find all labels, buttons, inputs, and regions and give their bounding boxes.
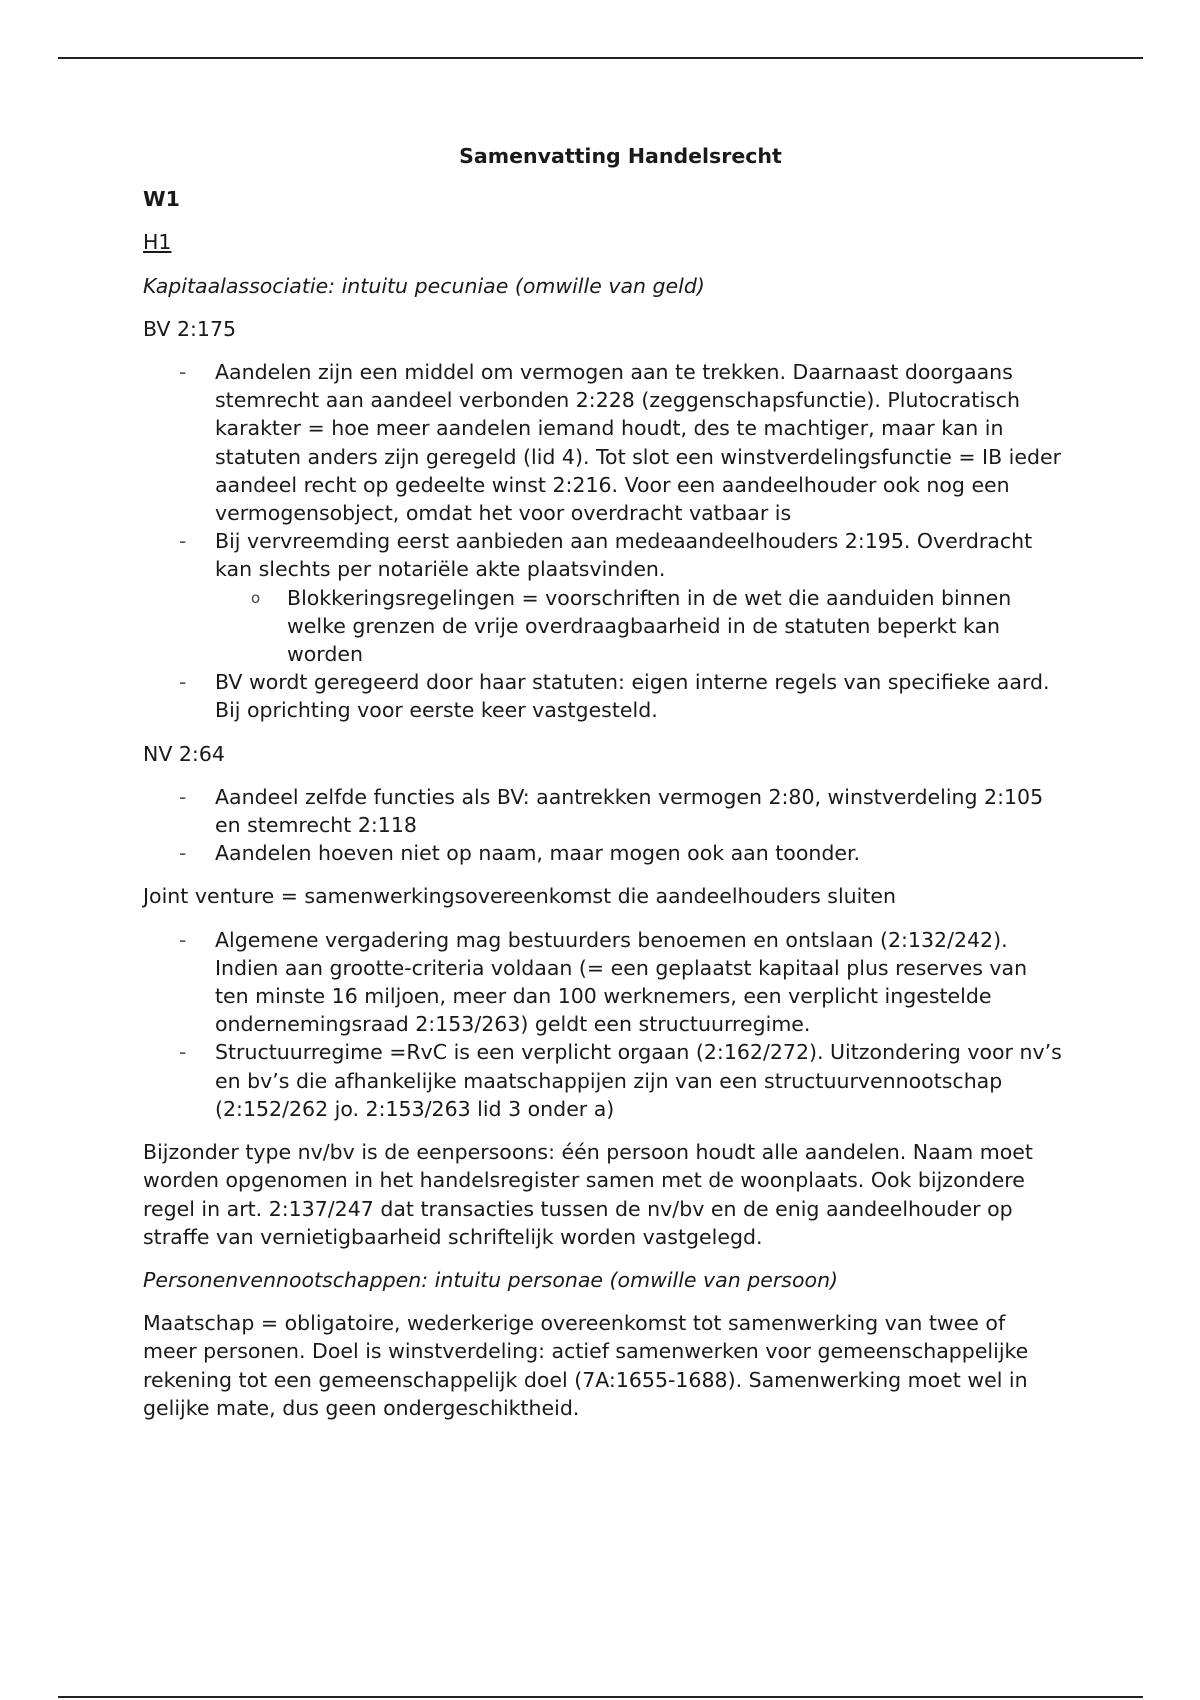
section-heading-kapitaalassociatie: Kapitaalassociatie: intuitu pecuniae (omwille van geld): [143, 273, 705, 298]
footer-rule: [58, 1696, 1143, 1698]
nv-list: [143, 783, 1063, 868]
bv-heading: BV 2:175: [143, 316, 237, 341]
list-item: [179, 527, 1063, 668]
sub-list-item-text: Blokkeringsregelingen = voorschriften in de wet die aanduiden binnen welke grenzen de vrije overdraagbaarheid in de statuten beperkt kan worden: [287, 585, 1012, 667]
joint-venture-list: [143, 926, 1063, 1123]
list-item-text: Bij vervreemding eerst aanbieden aan medeaandeelhouders 2:195. Overdracht kan slechts per notariële akte plaatsvinden.: [215, 529, 1033, 582]
dash-bullet: -: [179, 360, 187, 385]
list-item: [179, 926, 1063, 1039]
list-item: [179, 668, 1063, 724]
list-item-text: Structuurregime =RvC is een verplicht orgaan (2:162/272). Uitzondering voor nv’s en bv’s die afhankelijke maatschappijen zijn van een structuurvennootschap (2:152/262 jo. 2:153/263 lid 3 onder a): [215, 1040, 1062, 1121]
eenpersoons-paragraph: Bijzonder type nv/bv is de eenpersoons: één persoon houdt alle aandelen. Naam moet worden opgenomen in het handelsregister samen met de woonplaats. Ook bijzondere regel in art. 2:137/247 dat transacties tussen de nv/bv en de enig aandeelhouder op straffe van vernietigbaarheid schriftelijk worden vastgelegd.: [143, 1140, 1033, 1249]
week-heading: W1: [143, 187, 180, 212]
list-item-text: Algemene vergadering mag bestuurders benoemen en ontslaan (2:132/242). Indien aan grootte-criteria voldaan (= een geplaatst kapitaal plus reserves van ten minste 16 miljoen, meer dan 100 werknemers, een verplicht ingestelde ondernemingsraad 2:153/263) geldt een structuurregime.: [215, 927, 1028, 1037]
document-body: [143, 142, 1063, 1437]
bv-list: [143, 358, 1063, 725]
dash-bullet: -: [179, 670, 187, 695]
list-item-text: Aandelen hoeven niet op naam, maar mogen ook aan toonder.: [215, 841, 861, 866]
list-item: [179, 358, 1063, 527]
dash-bullet: -: [179, 841, 187, 866]
dash-bullet: -: [179, 1040, 187, 1065]
chapter-heading: H1: [143, 230, 172, 255]
nv-heading: NV 2:64: [143, 741, 225, 766]
dash-bullet: -: [179, 529, 187, 554]
joint-venture-heading: Joint venture = samenwerkingsovereenkomst die aandeelhouders sluiten: [143, 884, 897, 909]
bv-sublist: [215, 584, 1063, 669]
dash-bullet: -: [179, 927, 187, 952]
section-heading-personenvennootschappen: Personenvennootschappen: intuitu personae (omwille van persoon): [143, 1267, 839, 1292]
circle-bullet: o: [251, 588, 261, 607]
list-item: [179, 839, 1063, 867]
maatschap-paragraph: Maatschap = obligatoire, wederkerige overeenkomst tot samenwerking van twee of meer personen. Doel is winstverdeling: actief samenwerken voor gemeenschappelijke rekening tot een gemeenschappelijk doel (7A:1655-1688). Samenwerking moet wel in gelijke mate, dus geen ondergeschiktheid.: [143, 1311, 1029, 1420]
list-item: [179, 1038, 1063, 1123]
dash-bullet: -: [179, 784, 187, 809]
list-item-text: Aandeel zelfde functies als BV: aantrekken vermogen 2:80, winstverdeling 2:105 en stemrecht 2:118: [215, 784, 1044, 838]
list-item-text: BV wordt geregeerd door haar statuten: eigen interne regels van specifieke aard. Bij oprichting voor eerste keer vastgesteld.: [215, 670, 1050, 723]
list-item-text: Aandelen zijn een middel om vermogen aan te trekken. Daarnaast doorgaans stemrecht aan aandeel verbonden 2:228 (zeggenschapsfunctie). Plutocratisch karakter = hoe meer aandelen iemand houdt, des te machtiger, maar kan in statuten anders zijn geregeld (lid 4). Tot slot een winstverdelingsfunctie = IB ieder aandeel recht op gedeelte winst 2:216. Voor een aandeelhouder ook nog een vermogensobject, omdat het voor overdracht vatbaar is: [215, 360, 1062, 526]
document-title: Samenvatting Handelsrecht: [459, 144, 782, 168]
list-item: [179, 783, 1063, 839]
sub-list-item: [251, 584, 1063, 669]
header-rule: [58, 57, 1143, 59]
